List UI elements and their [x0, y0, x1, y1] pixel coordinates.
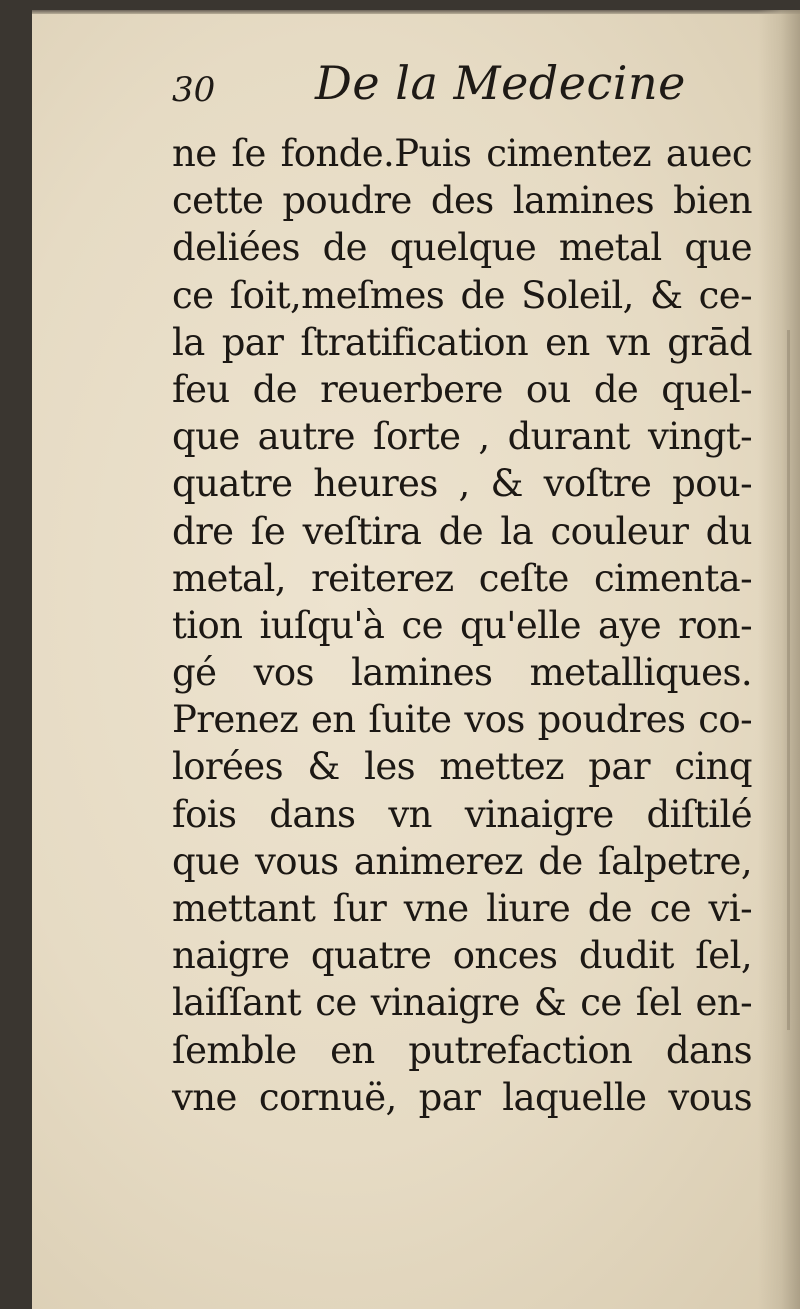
text-line: quatre heures , & voſtre pou- — [172, 462, 752, 506]
text-line: laiſſant ce vinaigre & ce ſel en- — [172, 981, 752, 1025]
text-line: ſemble en putrefaction dans — [172, 1028, 752, 1072]
text-line: naigre quatre onces dudit ſel, — [172, 934, 752, 978]
page-header — [172, 56, 732, 116]
text-line: lorées & les mettez par cinq — [172, 745, 752, 789]
text-line: mettant ſur vne liure de ce vi- — [172, 887, 752, 930]
text-line: dre ſe veſtira de la couleur du — [172, 509, 752, 553]
gutter-shadow — [758, 10, 800, 1309]
text-line: tion iuſqu'à ce qu'elle aye ron- — [172, 603, 752, 647]
page-top-edge — [32, 10, 800, 14]
text-line: metal, reiterez ceſte cimenta- — [172, 556, 752, 600]
text-line: la par ſtratification en vn grād — [172, 320, 752, 364]
text-line: ne ſe fonde.Puis cimentez auec — [172, 132, 752, 175]
book-page — [32, 10, 800, 1309]
gutter-line — [787, 330, 790, 1030]
text-line: deliées de quelque metal que — [172, 226, 752, 270]
text-line: gé vos lamines metalliques. — [172, 651, 752, 695]
text-line: que autre ſorte , durant vingt- — [172, 415, 752, 459]
text-line: fois dans vn vinaigre diſtilé — [172, 792, 752, 836]
text-line: vne cornuë, par laquelle vous — [172, 1075, 752, 1119]
body-text — [172, 130, 752, 1121]
text-line: Prenez en ſuite vos poudres co- — [172, 698, 752, 742]
text-line: que vous animerez de ſalpetre, — [172, 839, 752, 883]
running-title: De la Medecine — [315, 56, 686, 110]
text-line: ce ſoit,meſmes de Soleil, & ce- — [172, 273, 752, 317]
text-line: cette poudre des lamines bien — [172, 179, 752, 223]
text-line: feu de reuerbere ou de quel- — [172, 367, 752, 411]
page-number: 30 — [172, 70, 216, 110]
